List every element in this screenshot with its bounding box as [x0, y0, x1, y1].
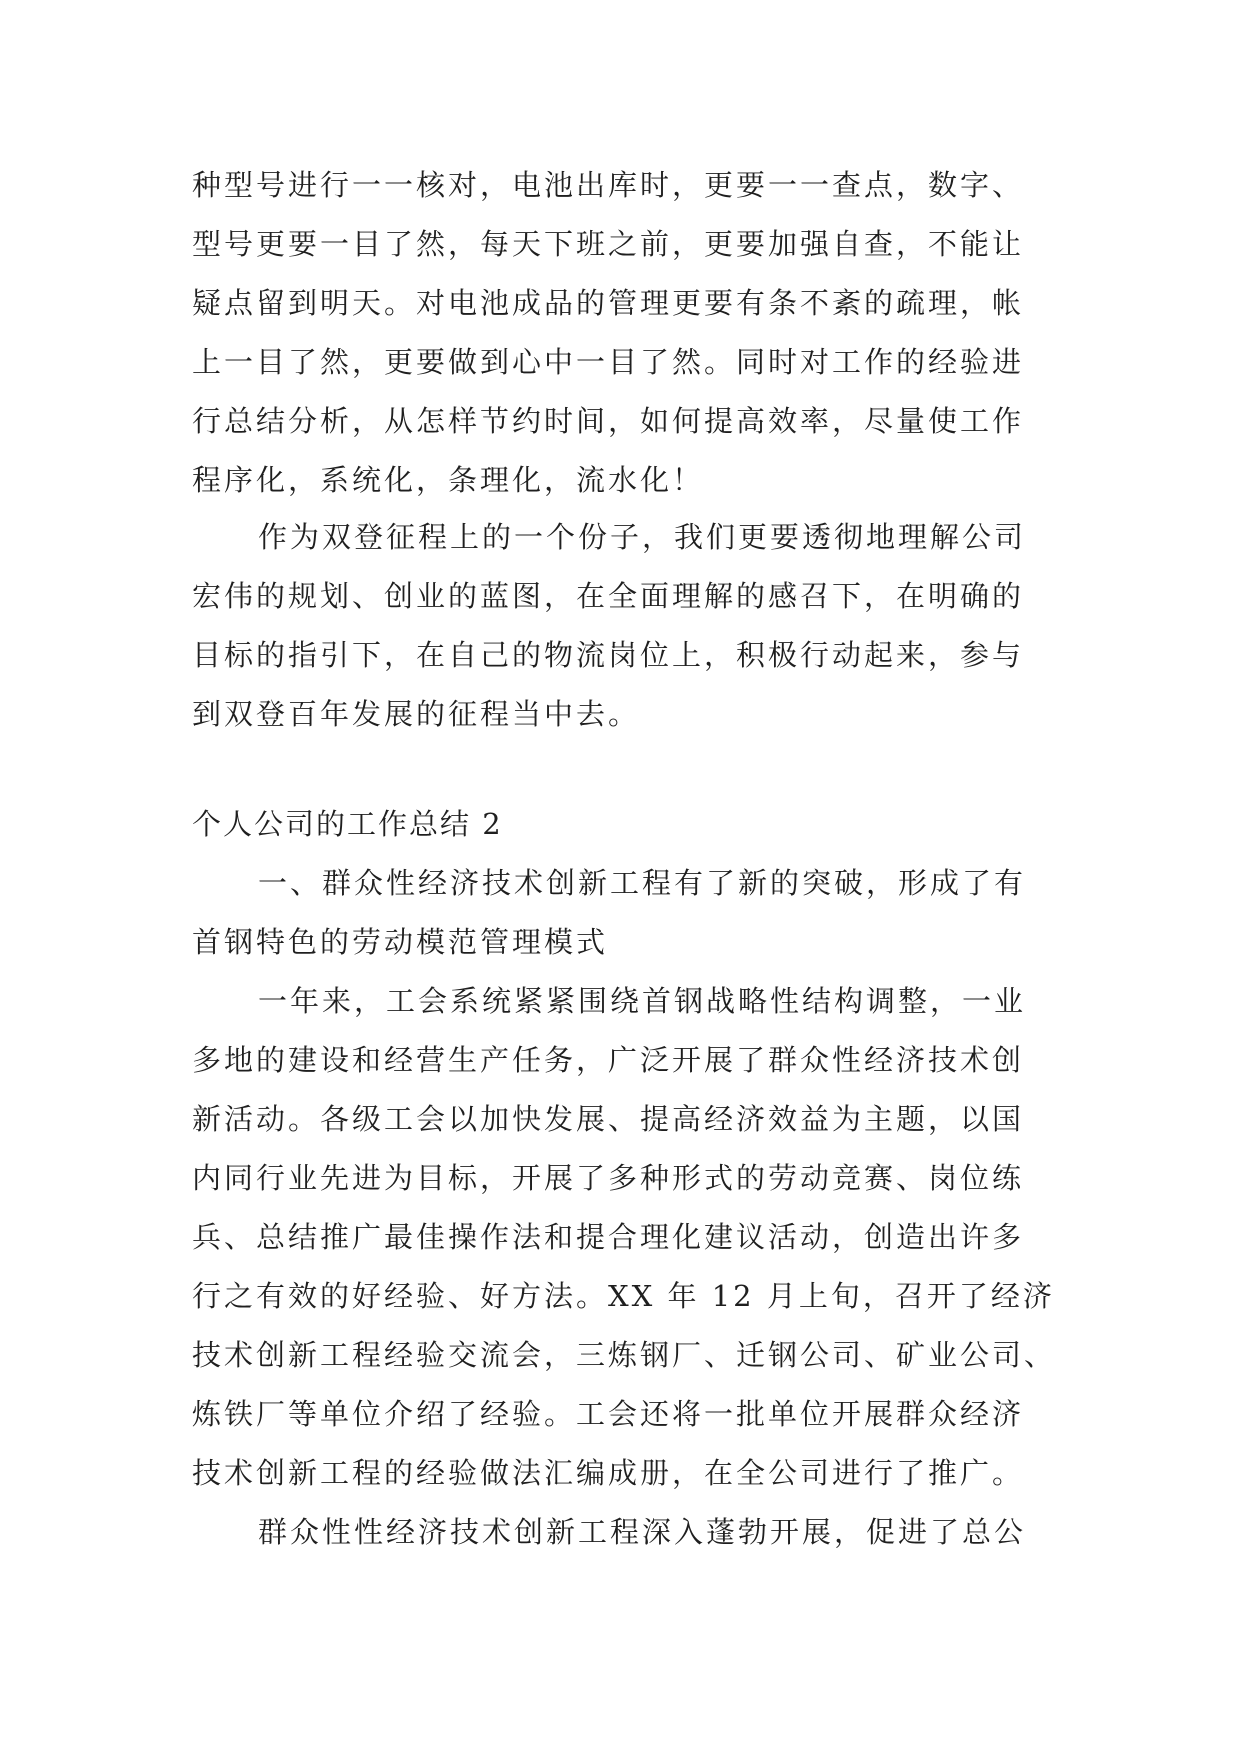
text-line: 型号更要一目了然，每天下班之前，更要加强自查，不能让 [192, 227, 1025, 261]
text-line: 种型号进行一一核对，电池出库时，更要一一查点，数字、 [192, 168, 1025, 202]
paragraph-shuangdeng [192, 508, 1052, 744]
text-line: 行之有效的好经验、好方法。XX 年 12 月上旬，召开了经济 [192, 1279, 1055, 1313]
text-line: 疑点留到明天。对电池成品的管理更要有条不紊的疏理，帐 [192, 286, 1025, 320]
text-line: 作为双登征程上的一个份子，我们更要透彻地理解公司 [258, 520, 1027, 554]
section-heading: 个人公司的工作总结 2 [192, 807, 503, 841]
text-line: 新活动。各级工会以加快发展、提高经济效益为主题，以国 [192, 1102, 1025, 1136]
text-line: 程序化，系统化，条理化，流水化！ [192, 463, 705, 497]
text-line: 一年来，工会系统紧紧围绕首钢战略性结构调整，一业 [258, 984, 1027, 1018]
text-line: 技术创新工程经验交流会，三炼钢厂、迁钢公司、矿业公司、 [192, 1338, 1057, 1372]
text-line: 技术创新工程的经验做法汇编成册，在全公司进行了推广。 [192, 1456, 1025, 1490]
text-line: 首钢特色的劳动模范管理模式 [192, 925, 609, 959]
text-line: 目标的指引下，在自己的物流岗位上，积极行动起来，参与 [192, 638, 1025, 672]
section-body [192, 854, 1057, 1562]
text-line: 一、群众性经济技术创新工程有了新的突破，形成了有 [258, 866, 1027, 900]
text-line: 多地的建设和经营生产任务，广泛开展了群众性经济技术创 [192, 1043, 1025, 1077]
text-line: 上一目了然，更要做到心中一目了然。同时对工作的经验进 [192, 345, 1025, 379]
text-line: 宏伟的规划、创业的蓝图，在全面理解的感召下，在明确的 [192, 579, 1025, 613]
text-line: 群众性性经济技术创新工程深入蓬勃开展，促进了总公 [258, 1515, 1027, 1549]
text-line: 内同行业先进为目标，开展了多种形式的劳动竞赛、岗位练 [192, 1161, 1025, 1195]
text-line: 到双登百年发展的征程当中去。 [192, 697, 641, 731]
paragraph-battery-management [192, 156, 1052, 510]
text-line: 炼铁厂等单位介绍了经验。工会还将一批单位开展群众经济 [192, 1397, 1025, 1431]
text-line: 行总结分析，从怎样节约时间，如何提高效率，尽量使工作 [192, 404, 1025, 438]
text-line: 兵、总结推广最佳操作法和提合理化建议活动，创造出许多 [192, 1220, 1025, 1254]
